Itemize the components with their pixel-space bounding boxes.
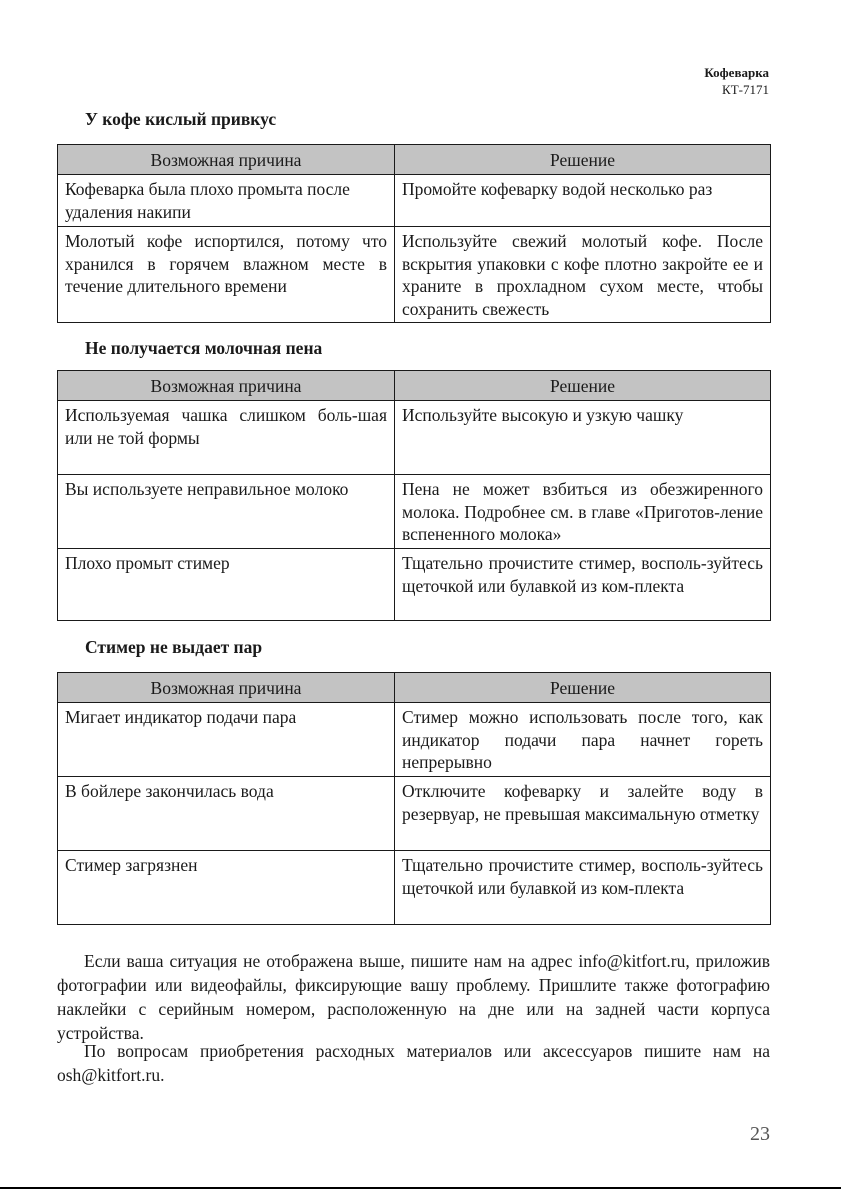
solution-cell: Используйте свежий молотый кофе. После вскрытия упаковки с кофе плотно закройте ее и храните в прохладном сухом месте, чтобы сохранить свежесть (395, 227, 771, 323)
running-header (704, 64, 769, 98)
cause-cell: Молотый кофе испортился, потому что хранился в горячем влажном месте в течение длительного времени (58, 227, 395, 323)
cause-cell: Вы используете неправильное молоко (58, 475, 395, 549)
column-header-solution: Решение (395, 145, 771, 175)
header-model: КТ-7171 (722, 82, 769, 97)
table-row (58, 703, 771, 777)
solution-cell: Промойте кофеварку водой несколько раз (395, 175, 771, 227)
cause-cell: Кофеварка была плохо промыта после удаления накипи (58, 175, 395, 227)
supplies-paragraph: По вопросам приобретения расходных материалов или аксессуаров пишите нам на osh@kitfort.ru. (57, 1041, 770, 1085)
table-row (58, 175, 771, 227)
cause-cell: Используемая чашка слишком боль-шая или не той формы (58, 401, 395, 475)
solution-cell: Тщательно прочистите стимер, восполь-зуйтесь щеточкой или булавкой из ком-плекта (395, 549, 771, 621)
section-title-milk-foam: Не получается молочная пена (85, 338, 323, 358)
contact-paragraph: Если ваша ситуация не отображена выше, пишите нам на адрес info@kitfort.ru, приложив фотографии или видеофайлы, фиксирующие вашу проблему. Пришлите также фотографию наклейки с серийным номером, расположенную на дне или на задней части корпуса устройства. (57, 951, 770, 1043)
solution-cell: Отключите кофеварку и залейте воду в резервуар, не превышая максимальную отметку (395, 777, 771, 851)
table-header-row (58, 371, 771, 401)
column-header-cause: Возможная причина (58, 145, 395, 175)
solution-cell: Пена не может взбиться из обезжиренного молока. Подробнее см. в главе «Приготов-ление вспененного молока» (395, 475, 771, 549)
header-brand: Кофеварка (704, 65, 769, 80)
solution-cell: Используйте высокую и узкую чашку (395, 401, 771, 475)
column-header-cause: Возможная причина (58, 371, 395, 401)
column-header-solution: Решение (395, 673, 771, 703)
troubleshooting-table-milk-foam (57, 370, 771, 621)
table-row (58, 475, 771, 549)
table-row (58, 851, 771, 925)
section-title-no-steam: Стимер не выдает пар (85, 637, 263, 657)
cause-cell: Мигает индикатор подачи пара (58, 703, 395, 777)
solution-cell: Тщательно прочистите стимер, восполь-зуйтесь щеточкой или булавкой из ком-плекта (395, 851, 771, 925)
table-header-row (58, 145, 771, 175)
cause-cell: Плохо промыт стимер (58, 549, 395, 621)
table-row (58, 227, 771, 323)
table-header-row (58, 673, 771, 703)
table-row (58, 549, 771, 621)
column-header-cause: Возможная причина (58, 673, 395, 703)
troubleshooting-table-no-steam (57, 672, 771, 925)
solution-cell: Стимер можно использовать после того, как индикатор подачи пара начнет гореть непрерывно (395, 703, 771, 777)
troubleshooting-table-sour-taste (57, 144, 771, 323)
table-row (58, 777, 771, 851)
page-number: 23 (750, 1123, 770, 1145)
column-header-solution: Решение (395, 371, 771, 401)
table-row (58, 401, 771, 475)
section-title-sour-taste: У кофе кислый привкус (85, 109, 277, 129)
cause-cell: В бойлере закончилась вода (58, 777, 395, 851)
page-bottom-rule (0, 1187, 841, 1189)
cause-cell: Стимер загрязнен (58, 851, 395, 925)
